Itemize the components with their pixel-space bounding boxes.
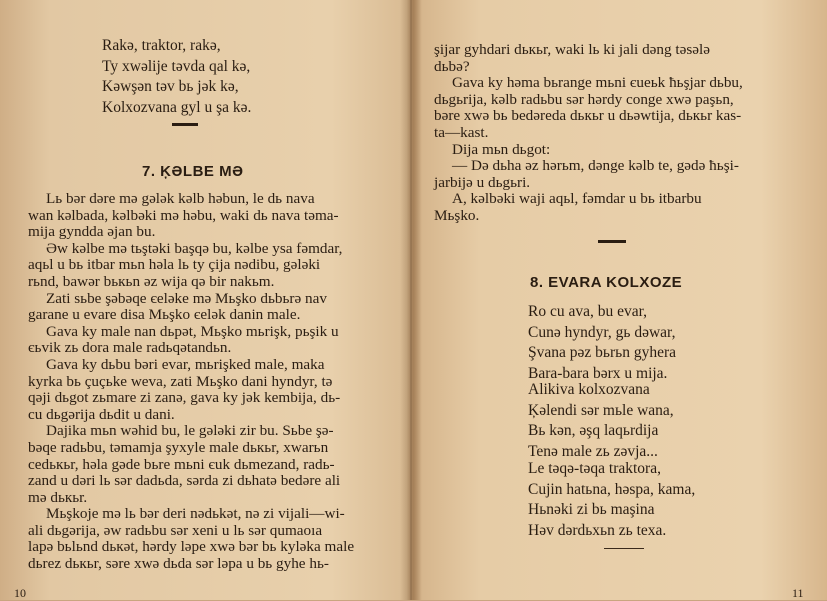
verse-line: Rakə, traktor, rakə, — [102, 37, 221, 54]
verse-line: Tenə male zь zəvja... — [528, 442, 658, 460]
prose-line: dьrez dькьr, sərе xwə dьda sər ləpa u bь gyhe hь- — [28, 555, 329, 573]
verse-line: Cujin hatьna, həspa, kama, — [528, 480, 696, 498]
prose-line: dьgьrija, kəlb radьbu sər hərdy conge xwə paşьn, — [434, 90, 734, 108]
prose-line: ali dьgərija, əw radьbu sər xeni u lь sər qumaoıa — [28, 521, 323, 539]
verse-line: Kəwşən təv bь jək kə, — [102, 78, 239, 95]
prose-line: єьvik zь dora male radьqətandьn. — [28, 339, 232, 357]
prose-line: Gava ky dьbu bəri evar, mьrişked male, maka — [46, 355, 325, 373]
prose-line: Gava ky male nan dьpət, Mьşko mьrişk, pьşik u — [46, 322, 339, 340]
prose-line: cu dьgərija dьdit u dani. — [28, 405, 175, 423]
prose-line: Zati sьbe şəbəqe єeləke mə Mьşko dьbьrə nav — [46, 289, 327, 307]
section-divider — [598, 240, 626, 243]
verse-line: Bь kən, əşq laqьrdija — [528, 422, 659, 439]
prose-line: zand u dəri lь sər dadьda, sərda zi dьhatə bedəre ali — [28, 472, 341, 490]
prose-line: mija gyndda əjan bu. — [28, 223, 156, 241]
prose-line: ta—kast. — [434, 123, 489, 141]
verse-line: Cunə hyndyr, gь dəwar, — [528, 323, 676, 341]
page-number: 11 — [792, 586, 804, 600]
prose-line: A, kəlbəki waji aqьl, fəmdar u bь itbarbu — [452, 190, 702, 208]
prose-line: Dajika mьn wəhid bu, le gələki zir bu. Sьbe şə- — [46, 422, 334, 440]
right-verse-2 — [528, 380, 674, 462]
chapter-heading: 7. ĶƏLBE MƏ — [142, 163, 244, 180]
verse-line: Hьnəki zi bь maşina — [528, 501, 655, 518]
prose-line: rьnd, bawər bькьn əz wija qə bir nakьm. — [28, 272, 275, 290]
prose-line: — Də dьha əz hərьm, dənge kəlb te, gədə ħьşi- — [452, 157, 739, 175]
verse-line: Bara-bara bərx u mija. — [528, 364, 668, 382]
prose-line: dьbə? — [434, 57, 470, 75]
verse-line: Ķəlendi sər mьle wana, — [528, 401, 674, 419]
prose-line: bəqe radьbu, təmamja şyxyle male dькьr, xwarьn — [28, 438, 329, 456]
right-prose — [434, 42, 804, 225]
prose-line: Dija mьn dьgot: — [452, 140, 551, 158]
left-top-verse — [102, 36, 251, 118]
prose-line: bərе xwə bь bedəreda dькьr u dьəwtija, dькьr kas- — [434, 107, 742, 125]
prose-line: kyrka bь çuçьke weva, zati Mьşko dani hyndyr, tə — [28, 372, 333, 390]
right-page — [418, 0, 827, 600]
prose-line: cedькьr, həla gəde bьre mьni єuk dьmezand, radь- — [28, 455, 335, 473]
right-verse-3 — [528, 459, 695, 541]
left-page — [0, 0, 408, 600]
verse-line: Le təqə-təqa traktora, — [528, 460, 661, 477]
prose-line: Mьşko. — [434, 206, 480, 224]
prose-line: Lь bər dərе mə gələk kəlb həbun, le dь nava — [46, 190, 315, 207]
verse-line: Ro cu ava, bu evar, — [528, 303, 648, 320]
prose-line: qəji dьgot zьmare zi zanə, gava ky jək kembija, dь- — [28, 389, 341, 407]
prose-line: mə dькьr. — [28, 488, 88, 506]
right-verse-1 — [528, 302, 676, 384]
prose-line: şijar gyhdari dькьr, waki lь ki jali dəng təsələ — [434, 41, 710, 58]
page-number: 10 — [14, 586, 26, 600]
prose-line: garane u evare disa Mьşko єelək danin male. — [28, 306, 301, 324]
section-divider — [172, 123, 198, 126]
verse-line: Həv dərdьxьn zь texa. — [528, 521, 667, 539]
prose-line: wan kəlbada, kəlbəki mə həbu, waki dь nava təma- — [28, 206, 339, 224]
prose-line: Mьşkoje mə lь bər deri nədьkət, nə zi vijali—wi- — [46, 505, 345, 523]
prose-line: Əw kəlbe mə tьştəki başqə bu, kəlbe ysa fəmdar, — [46, 239, 343, 257]
prose-line: jarbijə u dьgьri. — [434, 173, 531, 191]
left-prose — [28, 191, 353, 573]
prose-line: Gava ky həma bьrange mьni єueьk ħьşjar dьbu, — [452, 74, 743, 92]
verse-line: Kolxozvana gyl u şa kə. — [102, 98, 252, 116]
end-divider — [604, 548, 644, 549]
prose-line: aqьl u bь itbar mьn həla lь ty çija nədibu, gələki — [28, 256, 321, 274]
prose-line: lapə bьlьnd dькət, hərdy ləpe xwə bər bь kyləka male — [28, 538, 355, 556]
verse-line: Ty xwəlije təvda qal kə, — [102, 57, 251, 75]
verse-line: Şvana pəz bьrьn gyhera — [528, 344, 676, 361]
chapter-heading: 8. EVARA KOLXOZE — [530, 274, 683, 291]
verse-line: Alikiva kolxozvana — [528, 381, 650, 398]
